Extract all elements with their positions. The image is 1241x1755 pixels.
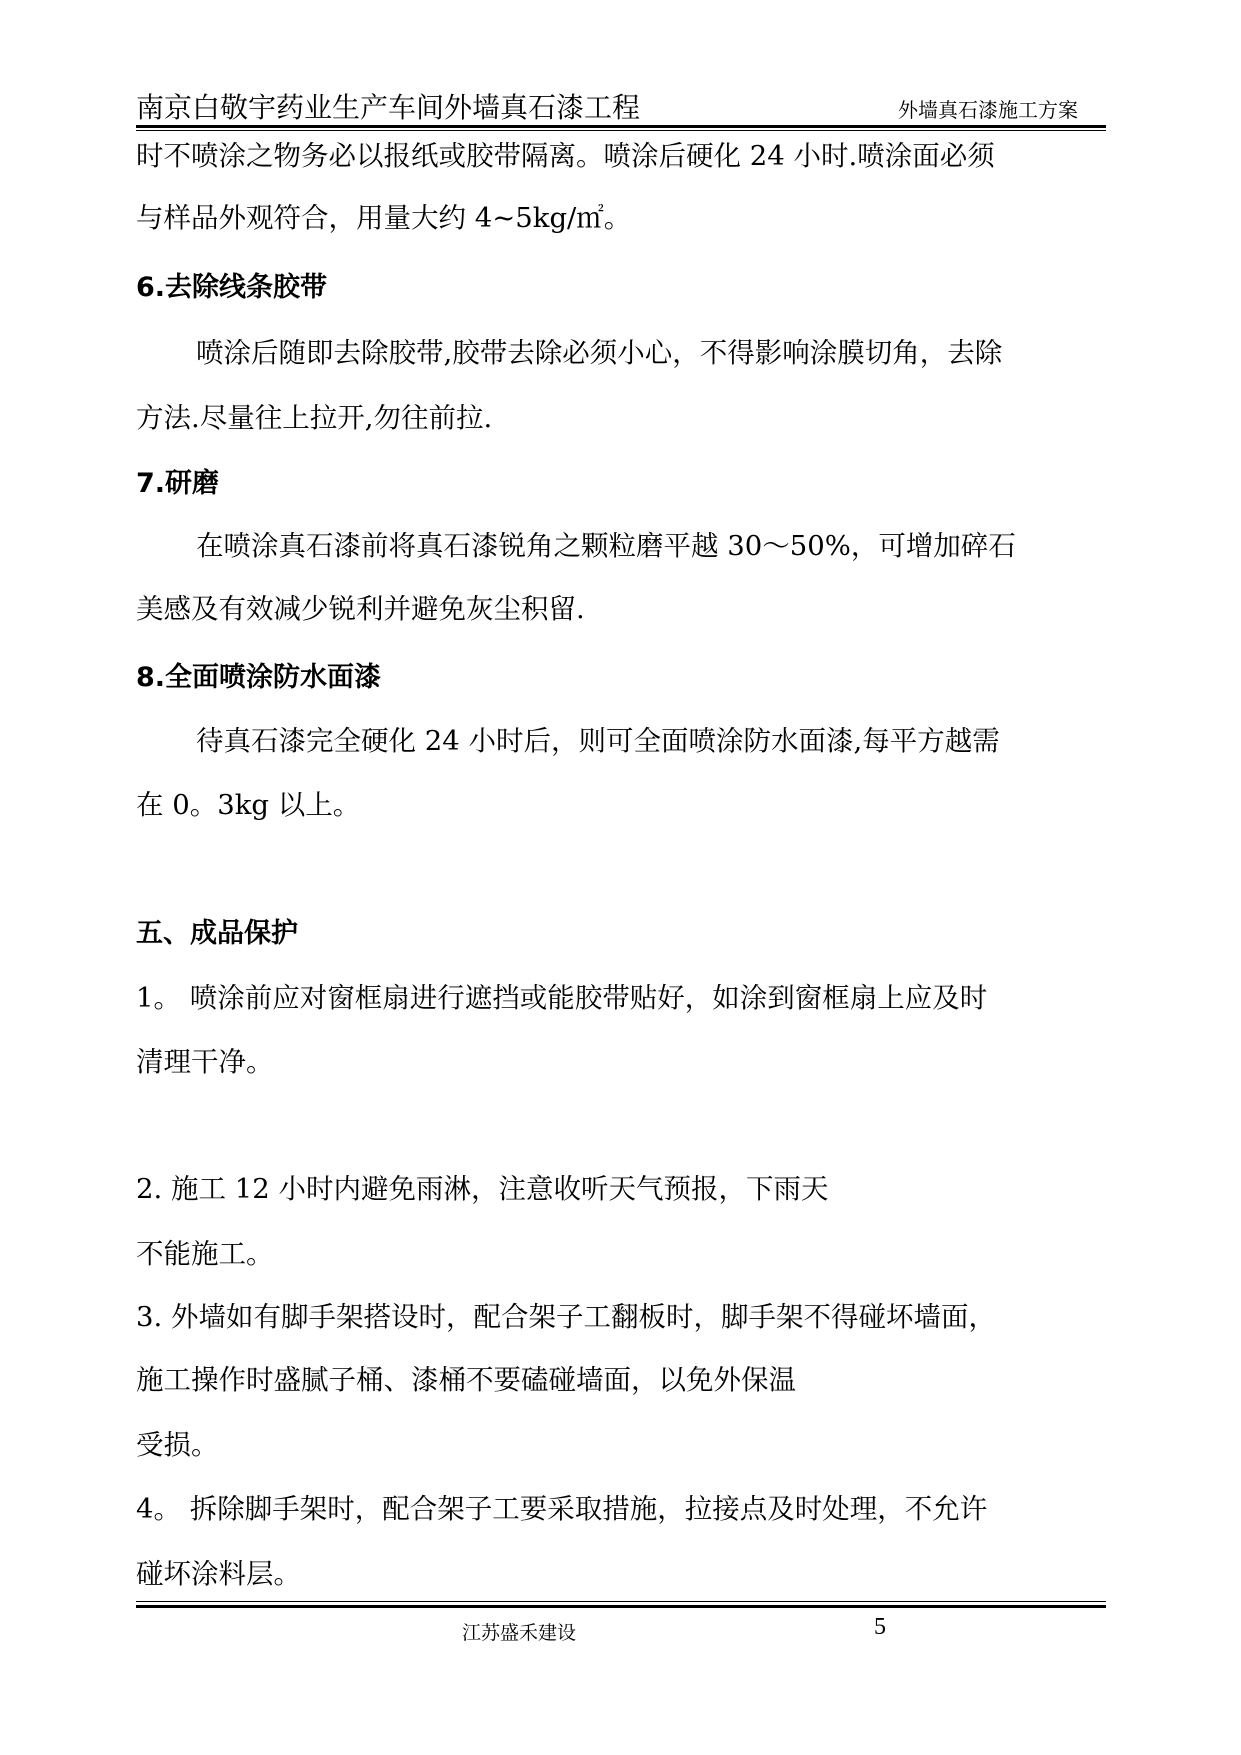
paragraph-line: 方法.尽量往上拉开,勿往前拉. bbox=[136, 402, 493, 434]
list-item-line: 施工操作时盛腻子桶、漆桶不要磕碰墙面，以免外保温 bbox=[136, 1364, 796, 1396]
paragraph-line: 喷涂后随即去除胶带,胶带去除必须小心，不得影响涂膜切角，去除 bbox=[196, 337, 1003, 369]
project-title: 南京白敬宇药业生产车间外墙真石漆工程 bbox=[136, 91, 641, 124]
header-rule-thin bbox=[136, 130, 1106, 131]
paragraph-line: 与样品外观符合，用量大约 4~5kg/㎡。 bbox=[136, 202, 632, 234]
header-rule bbox=[136, 125, 1106, 128]
section-heading-6: 6.去除线条胶带 bbox=[136, 272, 328, 303]
list-item-line: 1。 喷涂前应对窗框扇进行遮挡或能胶带贴好，如涂到窗框扇上应及时 bbox=[136, 982, 988, 1014]
document-title: 外墙真石漆施工方案 bbox=[898, 98, 1078, 122]
footer-rule bbox=[136, 1605, 1106, 1608]
list-item-line: 不能施工。 bbox=[136, 1238, 274, 1270]
page-header bbox=[136, 86, 1106, 126]
list-item-line: 清理干净。 bbox=[136, 1046, 274, 1078]
list-item-line: 2. 施工 12 小时内避免雨淋，注意收听天气预报，下雨天 bbox=[136, 1173, 829, 1205]
list-item-line: 3. 外墙如有脚手架搭设时，配合架子工翻板时，脚手架不得碰坏墙面， bbox=[136, 1301, 996, 1333]
page-number: 5 bbox=[874, 1614, 886, 1640]
paragraph-line: 在 0。3kg 以上。 bbox=[136, 789, 361, 821]
paragraph-line: 时不喷涂之物务必以报纸或胶带隔离。喷涂后硬化 24 小时.喷涂面必须 bbox=[136, 140, 995, 172]
paragraph-line: 美感及有效减少锐利并避免灰尘积留. bbox=[136, 593, 585, 625]
paragraph-line: 待真石漆完全硬化 24 小时后，则可全面喷涂防水面漆,每平方越需 bbox=[196, 725, 1000, 757]
list-item-line: 碰坏涂料层。 bbox=[136, 1558, 301, 1590]
section-heading-7: 7.研磨 bbox=[136, 468, 220, 499]
section-heading-5: 五、成品保护 bbox=[136, 918, 298, 949]
footer-rule-thin bbox=[136, 1601, 1106, 1602]
section-heading-8: 8.全面喷涂防水面漆 bbox=[136, 662, 382, 693]
footer-company: 江苏盛禾建设 bbox=[462, 1622, 577, 1644]
paragraph-line: 在喷涂真石漆前将真石漆锐角之颗粒磨平越 30～50%，可增加碎石 bbox=[196, 530, 1016, 562]
list-item-line: 受损。 bbox=[136, 1429, 219, 1461]
list-item-line: 4。 拆除脚手架时，配合架子工要采取措施，拉接点及时处理，不允许 bbox=[136, 1493, 988, 1525]
